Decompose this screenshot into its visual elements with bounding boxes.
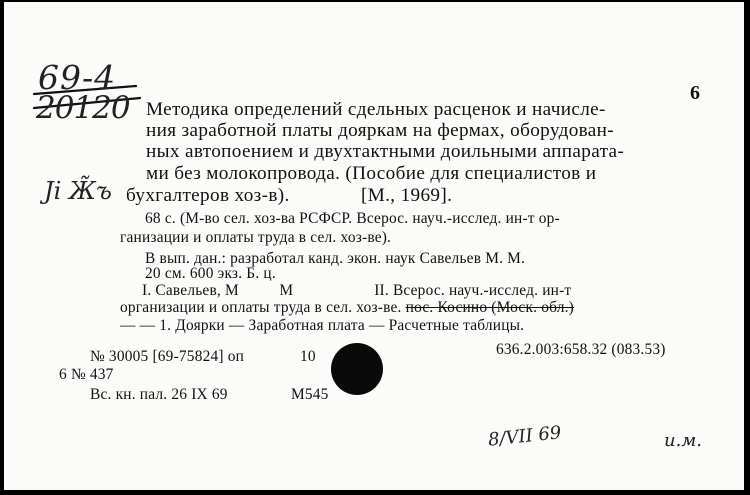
title-line-3: ных автопоением и двухтактными доильными аппарата- [146, 141, 625, 162]
notes-line-1: В вып. дан.: разработал канд. экон. наук Савельев М. М. [145, 250, 526, 267]
title-line-4: ми без молокопровода. (Пособие для специалистов и [146, 163, 597, 184]
handwritten-signature: и.м. [664, 430, 702, 451]
series-number: 6 № 437 [59, 366, 114, 383]
catalog-card [4, 2, 744, 490]
margin-note: Ji Ж̃ъ [44, 177, 112, 205]
title-line-2: ния заработной платы дояркам на фермах, оборудован- [146, 120, 615, 141]
collation-line-2: ганизации и оплаты труда в сел. хоз-ве). [120, 229, 392, 246]
collation-line-1: 68 с. (М-во сел. хоз-ва РСФСР. Всерос. науч.-исслед. ин-т ор- [145, 210, 560, 227]
copy-count: 10 [300, 348, 316, 365]
print-code: М545 [291, 386, 329, 403]
struck-imprint: пос. Косино (Моск. обл.) [405, 299, 575, 316]
notes-line-2: 20 см. 600 экз. Б. ц. [145, 265, 276, 282]
chamber-date: Вс. кн. пал. 26 IX 69 [90, 386, 228, 403]
title-line-5: бухгалтеров хоз-в). [126, 185, 290, 206]
tracing-line-2-text: организации и оплаты труда в сел. хоз-ве. [120, 299, 402, 316]
order-number: № 30005 [69-75824] оп [90, 348, 245, 365]
shelf-mark-top: 69-4 [38, 58, 117, 97]
tracing-line-2 [120, 300, 574, 316]
tracing-line-3: — — 1. Доярки — Заработная плата — Расчетные таблицы. [120, 317, 525, 334]
ink-blot [331, 343, 383, 395]
tracing-line-1: I. Савельев, М М II. Всерос. науч.-исслед. ин-т [142, 282, 572, 299]
udc-classification: 636.2.003:658.32 (083.53) [496, 341, 666, 358]
handwritten-initials: 8/VII 69 [487, 422, 563, 451]
title-line-1: Методика определений сдельных расценок и начисле- [146, 99, 606, 120]
card-number: 6 [690, 82, 700, 104]
shelf-mark-bottom: 20120 [36, 90, 130, 126]
imprint: [М., 1969]. [361, 185, 453, 206]
